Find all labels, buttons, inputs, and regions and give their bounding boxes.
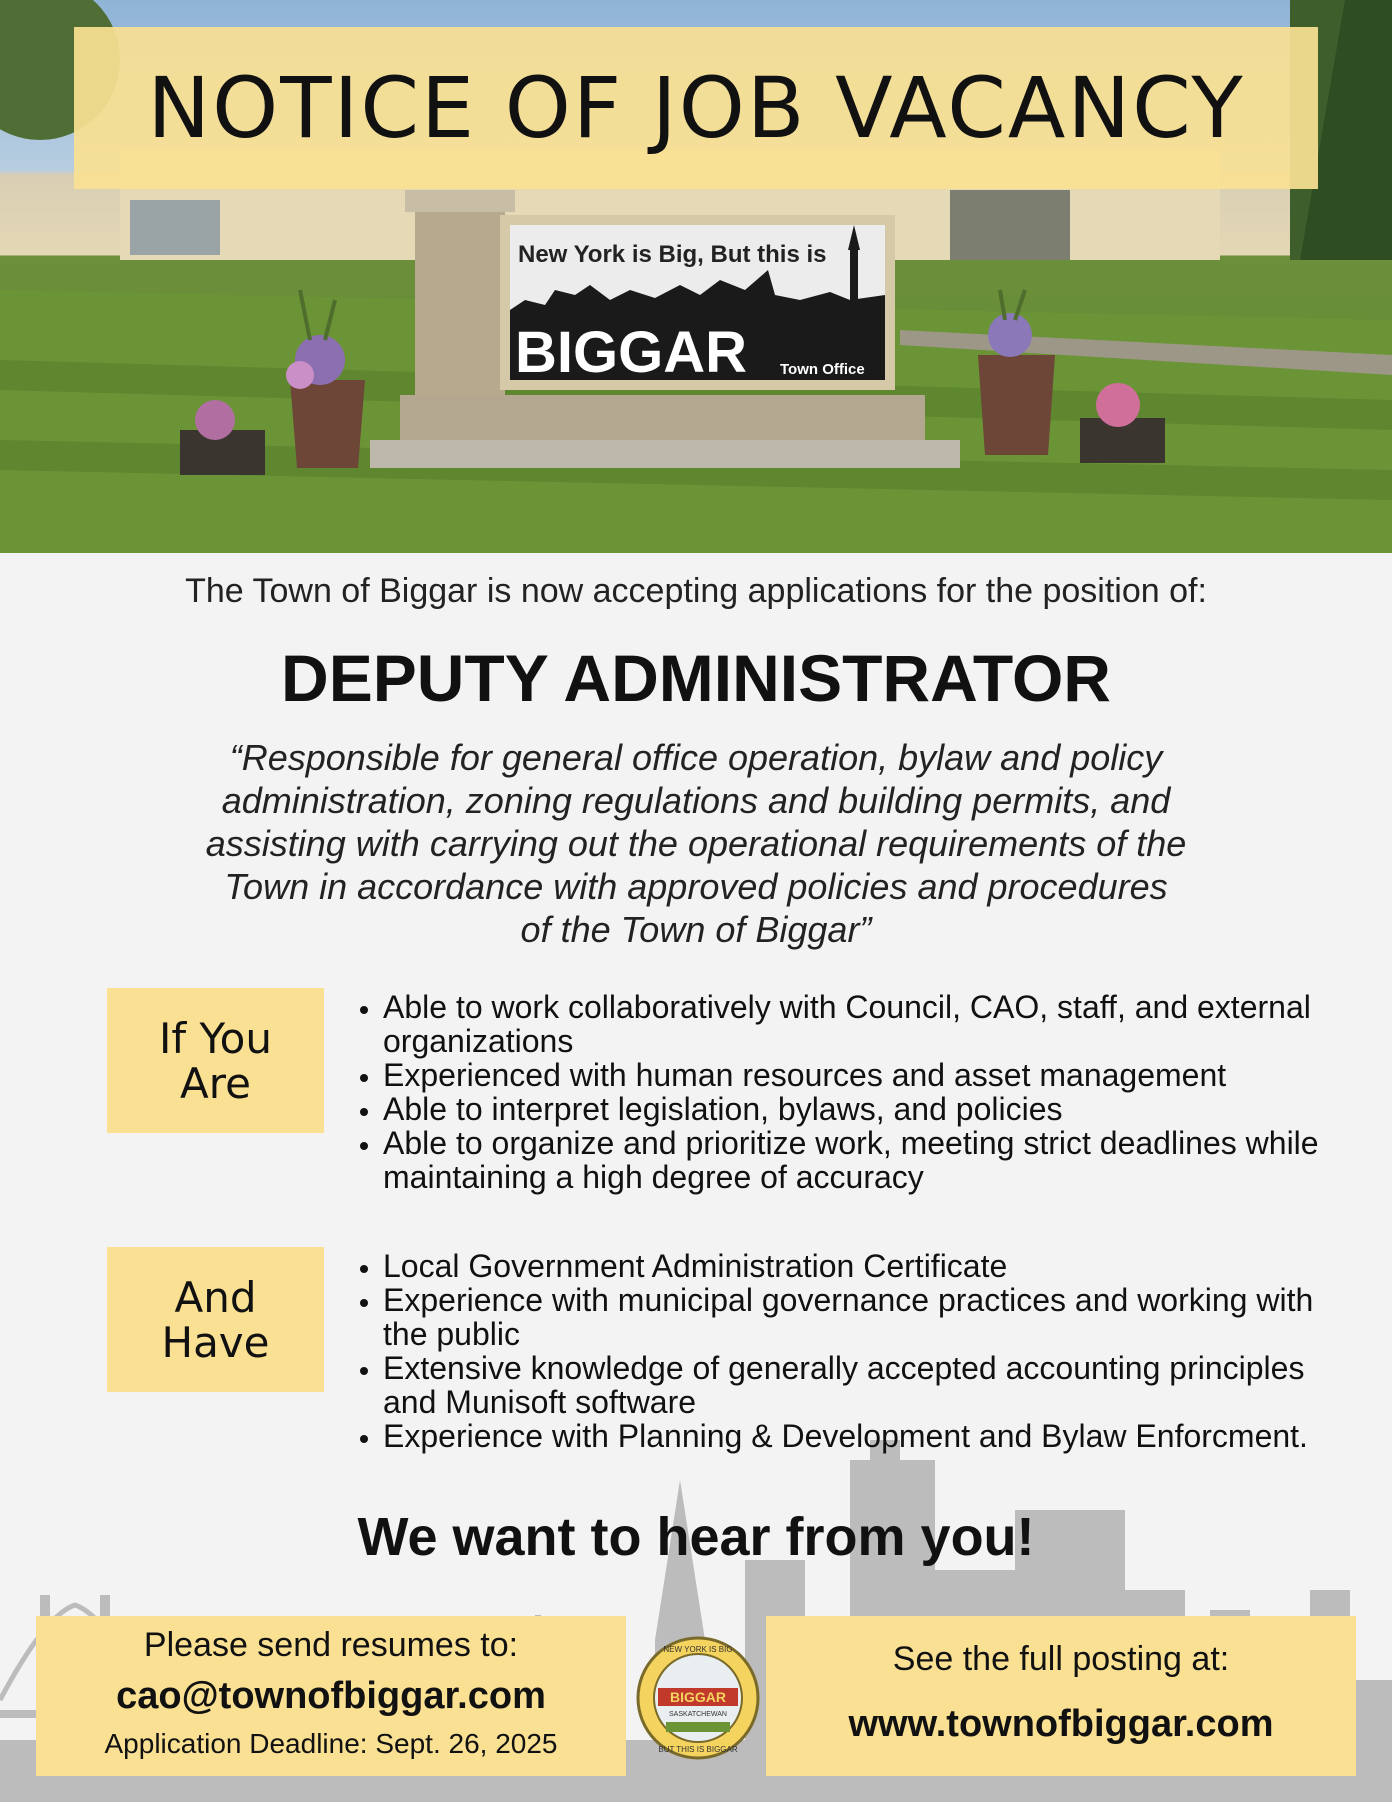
town-seal-logo bbox=[636, 1636, 760, 1760]
qualities-list bbox=[345, 990, 1343, 1194]
sign-town-name: BIGGAR bbox=[515, 320, 747, 385]
tag-line: Have bbox=[161, 1317, 270, 1367]
contact-email-link[interactable]: cao@townofbiggar.com bbox=[116, 1675, 546, 1717]
seal-top-text: NEW YORK IS BIG bbox=[663, 1645, 733, 1654]
posting-label: See the full posting at: bbox=[892, 1640, 1230, 1678]
quote-line: “Responsible for general office operation, bylaw and policy bbox=[229, 737, 1163, 778]
tag-if-you-are bbox=[107, 988, 324, 1133]
list-item: • Experienced with human resources and asset management bbox=[383, 1058, 1343, 1092]
requirements-list bbox=[345, 1249, 1343, 1453]
quote-line: of the Town of Biggar” bbox=[520, 909, 872, 950]
tag-line: And bbox=[174, 1272, 257, 1322]
application-deadline: Application Deadline: Sept. 26, 2025 bbox=[104, 1728, 558, 1759]
contact-box bbox=[36, 1616, 626, 1776]
hero-photo bbox=[0, 0, 1392, 553]
quote-line: assisting with carrying out the operational requirements of the bbox=[205, 823, 1187, 864]
list-item: • Able to work collaboratively with Council, CAO, staff, and external organizations bbox=[383, 990, 1343, 1058]
title-banner bbox=[74, 27, 1318, 189]
list-item: • Experience with municipal governance practices and working with the public bbox=[383, 1283, 1343, 1351]
tag-line: Are bbox=[180, 1058, 251, 1108]
position-description bbox=[120, 736, 1272, 951]
list-item: • Experience with Planning & Development and Bylaw Enforcment. bbox=[383, 1419, 1343, 1453]
sign-slogan: New York is Big, But this is bbox=[518, 241, 827, 268]
list-item: • Able to interpret legislation, bylaws, and policies bbox=[383, 1092, 1343, 1126]
seal-bottom-text: BUT THIS IS BIGGAR bbox=[658, 1745, 738, 1754]
sign-office: Town Office bbox=[780, 361, 865, 378]
quote-line: Town in accordance with approved policies and procedures bbox=[224, 866, 1168, 907]
seal-province: SASKATCHEWAN bbox=[669, 1711, 727, 1718]
list-item: • Extensive knowledge of generally accepted accounting principles and Munisoft software bbox=[383, 1351, 1343, 1419]
position-title: DEPUTY ADMINISTRATOR bbox=[281, 641, 1111, 715]
list-item: • Able to organize and prioritize work, meeting strict deadlines while maintaining a high degree of accuracy bbox=[383, 1126, 1343, 1194]
page-title: NOTICE OF JOB VACANCY bbox=[147, 59, 1245, 157]
intro-text: The Town of Biggar is now accepting applications for the position of: bbox=[185, 572, 1207, 610]
seal-name: BIGGAR bbox=[670, 1689, 726, 1705]
tag-and-have bbox=[107, 1247, 324, 1392]
contact-label: Please send resumes to: bbox=[143, 1626, 519, 1664]
quote-line: administration, zoning regulations and building permits, and bbox=[221, 780, 1171, 821]
call-to-action: We want to hear from you! bbox=[357, 1507, 1035, 1567]
posting-box bbox=[766, 1616, 1356, 1776]
posting-url-link[interactable]: www.townofbiggar.com bbox=[848, 1703, 1274, 1745]
list-item: • Local Government Administration Certificate bbox=[383, 1249, 1343, 1283]
tag-line: If You bbox=[159, 1013, 272, 1063]
